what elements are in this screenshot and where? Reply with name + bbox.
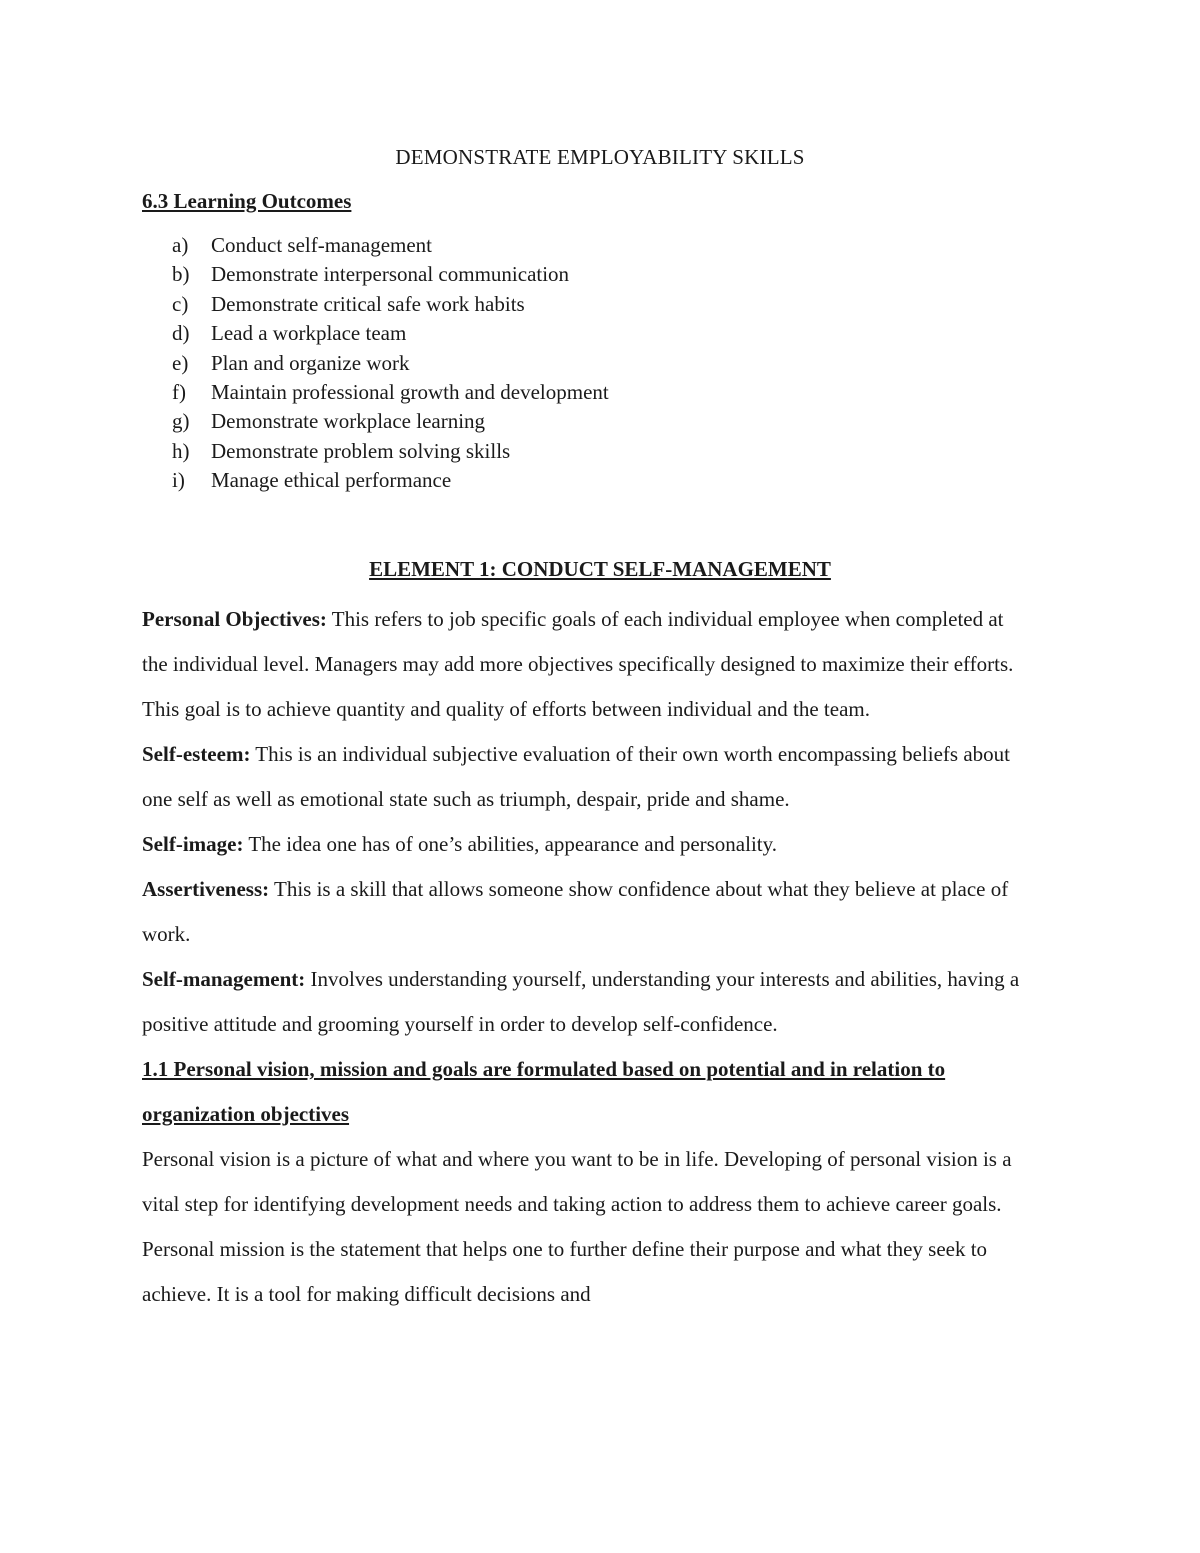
section-heading: 1.1 Personal vision, mission and goals are formulated based on potential and in relation to organization objectives xyxy=(142,1057,946,1126)
definition-text: This is a skill that allows someone show confidence about what they believe at place of work. xyxy=(142,877,1009,946)
definition-text: Involves understanding yourself, understanding your interests and abilities, having a positive attitude and grooming yourself in order to develop self-confidence. xyxy=(142,967,1020,1036)
learning-outcomes-list xyxy=(172,231,609,496)
list-item xyxy=(172,437,609,466)
list-item xyxy=(172,466,609,495)
definition-term: Assertiveness: xyxy=(142,877,270,901)
definition-paragraph xyxy=(142,867,1022,957)
list-item-text: Lead a workplace team xyxy=(211,321,407,346)
list-item-text: Maintain professional growth and development xyxy=(211,379,609,404)
list-item-text: Demonstrate critical safe work habits xyxy=(211,291,525,316)
list-item xyxy=(172,378,609,407)
learning-outcomes-heading: 6.3 Learning Outcomes xyxy=(142,189,352,213)
list-item-letter: b) xyxy=(172,262,190,287)
list-item xyxy=(172,407,609,436)
definition-paragraph xyxy=(142,822,1022,867)
list-item xyxy=(172,231,609,260)
list-item-letter: f) xyxy=(172,379,186,404)
definition-paragraph xyxy=(142,732,1022,822)
list-item-letter: a) xyxy=(172,233,189,257)
list-item-letter: h) xyxy=(172,438,190,463)
definition-paragraph xyxy=(142,957,1022,1047)
document-body xyxy=(142,597,1022,1317)
definition-text: The idea one has of one’s abilities, appearance and personality. xyxy=(243,832,778,856)
list-item-text: Demonstrate workplace learning xyxy=(211,409,486,434)
list-item xyxy=(172,319,609,348)
definition-term: Self-management: xyxy=(142,967,306,991)
list-item-letter: d) xyxy=(172,321,190,346)
definition-text: This is an individual subjective evaluation of their own worth encompassing beliefs about one self as well as emotional state such as triumph, despair, pride and shame. xyxy=(142,742,1010,811)
list-item-text: Manage ethical performance xyxy=(211,468,452,493)
definition-paragraph xyxy=(142,597,1022,732)
list-item xyxy=(172,290,609,319)
list-item-text: Conduct self-management xyxy=(211,233,433,257)
definition-term: Self-esteem: xyxy=(142,742,251,766)
list-item-letter: g) xyxy=(172,409,190,434)
list-item-text: Demonstrate interpersonal communication xyxy=(211,262,570,287)
list-item xyxy=(172,260,609,289)
list-item-text: Demonstrate problem solving skills xyxy=(211,438,511,463)
document-title: DEMONSTRATE EMPLOYABILITY SKILLS xyxy=(395,145,805,169)
definition-term: Self-image: xyxy=(142,832,244,856)
definition-text: This refers to job specific goals of each individual employee when completed at the individual level. Managers may add more objectives specifically designed to maximize their efforts. This goal is to achieve quantity and quality of efforts between individual and the team. xyxy=(142,607,1014,721)
list-item-letter: i) xyxy=(172,468,185,493)
element-heading: ELEMENT 1: CONDUCT SELF-MANAGEMENT xyxy=(369,557,831,581)
section-paragraph: Personal vision is a picture of what and where you want to be in life. Developing of personal vision is a vital step for identifying development needs and taking action to address them to achieve career goals. Personal mission is the statement that helps one to further define their purpose and what they seek to achieve. It is a tool for making difficult decisions and xyxy=(142,1147,1012,1306)
list-item-text: Plan and organize work xyxy=(211,350,410,375)
definition-term: Personal Objectives: xyxy=(142,607,327,631)
list-item-letter: e) xyxy=(172,350,189,375)
list-item-letter: c) xyxy=(172,291,189,316)
list-item xyxy=(172,349,609,378)
